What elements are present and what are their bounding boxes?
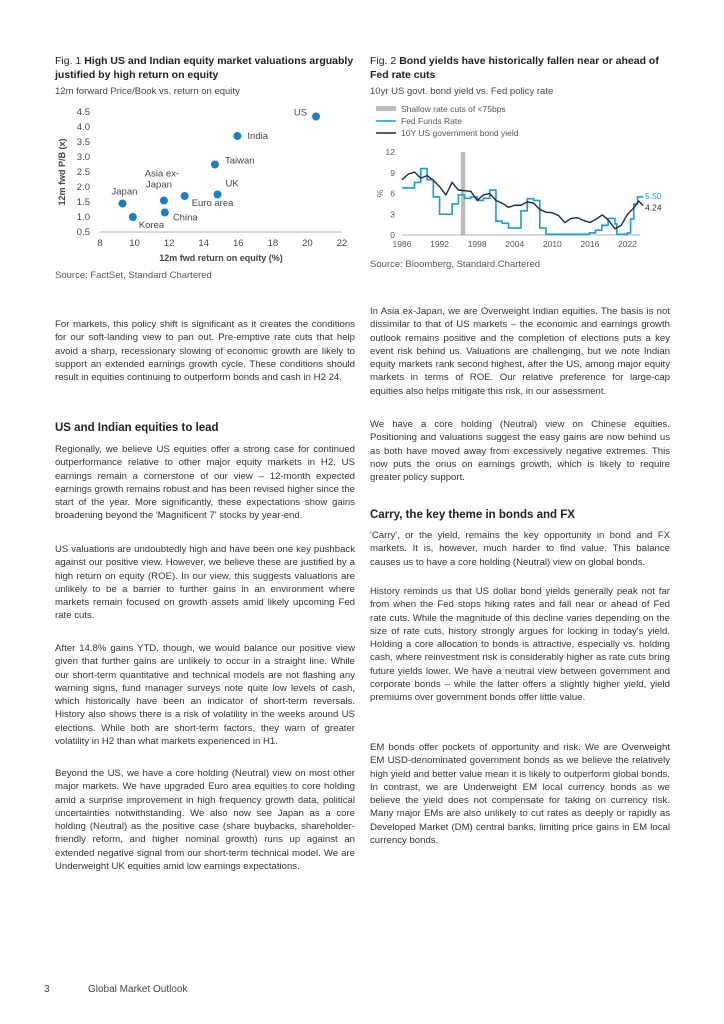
left-para-4: After 14.8% gains YTD, though, we would balance our positive view given that further gains are unlikely to occur in a straight line. While our short-term quantitative and technical models are not flashing any warning signs, fund manager surveys note quite low levels of cash, which historically have been an indicator of short-term reversals. History also shows there is a risk of volatility in the weeks around US elections. While both are short-term factors, they warn of greater volatility in H2 than what markets experienced in H1. <box>55 643 355 748</box>
fig2-subtitle: 10yr US govt. bond yield vs. Fed policy rate <box>370 86 554 97</box>
left-para-3: US valuations are undoubtedly high and have been one key pushback against our positive view. However, we believe these are justified by a high return on equity (ROE). In our view, this suggests valuations are unlikely to be a barrier to further gains in an environment where markets remain focused on growth assets amid likely upcoming Fed rate cuts. <box>55 544 355 622</box>
point-label: UK <box>225 178 239 190</box>
x-tick-label: 22 <box>336 238 348 249</box>
y-tick-label: 1.0 <box>76 212 90 223</box>
shaded-rate-cut-period <box>461 152 465 235</box>
x-axis-title: 12m fwd return on equity (%) <box>159 253 283 263</box>
y-tick-label: 4.5 <box>76 107 90 118</box>
scatter-chart <box>55 102 355 272</box>
x-tick-label: 8 <box>97 238 103 249</box>
x-tick-label: 1986 <box>392 239 412 249</box>
x-tick-label: 20 <box>302 238 313 249</box>
x-tick-label: 1998 <box>467 239 487 249</box>
point-label: Asia ex-Japan <box>144 168 180 191</box>
right-para-4: History reminds us that US dollar bond yields generally peak not far from when the Fed stops hiking rates and fall near or ahead of Fed rate cuts. While the magnitude of this decline varies depending on the size of rate cuts, history strongly argues for locking in today's yield. Holding a core allocation to bonds is attractive, especially vs. holding cash, where reinvestment risk is considerably higher as rate cuts bring future yields lower. We have a neutral view between government and corporate bonds – while the latter offers a slightly higher yield, yield premiums over government bonds offer little value. <box>370 586 670 704</box>
x-tick-label: 2004 <box>505 239 525 249</box>
end-label-yield: 4.24 <box>645 202 662 213</box>
left-para-1: For markets, this policy shift is significant as it creates the conditions for our soft-landing view to pan out. Pre-emptive rate cuts that help avoid a sharp, recessionary slowing of economic growth are likely to support an extended earnings growth cycle. These conditions should result in equities continuing to outperform bonds and cash in H2 24. <box>55 319 355 384</box>
scatter-point <box>118 200 126 208</box>
y-tick-label: 2.0 <box>76 182 90 193</box>
scatter-point <box>211 161 219 169</box>
x-tick-label: 18 <box>267 238 279 249</box>
fig1-heading: High US and Indian equity market valuations arguably justified by high return on equity <box>55 55 354 81</box>
point-label: India <box>247 131 269 142</box>
y-tick-label: 0.5 <box>76 227 90 238</box>
fig1-subtitle: 12m forward Price/Book vs. return on equity <box>55 86 240 97</box>
y-axis-title: 12m fwd P/B (x) <box>57 138 67 206</box>
point-label: China <box>172 212 198 224</box>
fig2-source: Source: Bloomberg, Standard Chartered <box>370 259 541 270</box>
legend-label: 10Y US government bond yield <box>401 128 519 138</box>
legend-label: Fed Funds Rate <box>401 116 462 126</box>
x-tick-label: 2010 <box>542 239 562 249</box>
fig2-label: Fig. 2 <box>370 55 397 67</box>
legend-swatch-shade <box>376 106 396 111</box>
x-tick-label: 12 <box>163 238 175 249</box>
point-label: US <box>293 107 308 119</box>
point-label: Euro area <box>191 198 234 209</box>
x-tick-label: 2016 <box>580 239 600 249</box>
fig2-title <box>370 54 670 82</box>
legend-label: Shallow rate cuts of <75bps <box>401 104 506 114</box>
x-tick-label: 16 <box>232 238 244 249</box>
scatter-point <box>233 132 241 140</box>
x-tick-label: 2022 <box>618 239 637 249</box>
scatter-point <box>129 213 137 221</box>
y-tick-label: 12 <box>385 147 395 157</box>
point-label: Taiwan <box>224 155 255 167</box>
y-tick-label: 6 <box>390 188 395 199</box>
right-heading-1: Carry, the key theme in bonds and FX <box>370 509 575 521</box>
y-tick-label: 0 <box>390 230 395 240</box>
scatter-point <box>160 197 168 205</box>
y-tick-label: 9 <box>390 167 395 178</box>
fig1-title <box>55 54 355 82</box>
fed-funds-line <box>402 169 643 235</box>
fig1-label: Fig. 1 <box>55 55 82 67</box>
footer-title: Global Market Outlook <box>88 984 188 995</box>
fig1-source: Source: FactSet, Standard Chartered <box>55 270 212 281</box>
scatter-point <box>161 209 169 217</box>
y-tick-label: 3.0 <box>76 152 90 163</box>
point-label: Korea <box>138 220 165 231</box>
y-tick-label: 1.5 <box>76 197 90 208</box>
x-tick-label: 1992 <box>430 239 450 249</box>
right-para-1: In Asia ex-Japan, we are Overweight Indian equities. The basis is not dissimilar to that of US markets – the economic and earnings growth outlook remains positive and the completion of elections puts a key event risk behind us. Valuations are challenging, but we note Indian equity markets rank second highest, after the US, among major equity markets in terms of ROE. Our relative preference for large-cap equities also helps mitigate this risk, in our assessment. <box>370 306 670 397</box>
yield-line-chart <box>370 102 670 260</box>
right-para-2: We have a core holding (Neutral) view on Chinese equities. Positioning and valuations suggest the easy gains are now behind us as both have moved away from excessively negative extremes. This now puts the onus on earnings growth, which is likely to require greater policy support. <box>370 419 670 484</box>
x-tick-label: 14 <box>198 238 210 249</box>
point-label: Japan <box>111 186 138 198</box>
x-tick-label: 10 <box>129 238 140 249</box>
end-label-fed: 5.50 <box>645 190 662 201</box>
left-para-5: Beyond the US, we have a core holding (Neutral) view on most other major markets. We have upgraded Euro area equities to core holding amid a surprise improvement in high frequency growth data, political uncertainties notwithstanding. We also now see Japan as a core holding (Neutral) as the positive case (share buybacks, shareholder-friendly reform, and higher nominal growth) runs up against an extended negative signal from our short-term technical model. We are Underweight UK equities amid low earnings expectations. <box>55 768 355 873</box>
left-heading-1: US and Indian equities to lead <box>55 422 219 434</box>
y-tick-label: 3 <box>390 209 395 220</box>
scatter-point <box>312 113 320 121</box>
bond-yield-line <box>402 172 643 229</box>
y-tick-label: 3.5 <box>76 137 90 148</box>
page-number: 3 <box>44 984 50 995</box>
right-para-3: 'Carry', or the yield, remains the key opportunity in bond and FX markets. It is, however, much harder to find value. This balance causes us to have a core holding (Neutral) view on global bonds. <box>370 530 670 568</box>
fig2-heading: Bond yields have historically fallen near or ahead of Fed rate cuts <box>370 55 659 81</box>
left-para-2: Regionally, we believe US equities offer a strong case for continued outperformance relative to other major equity markets in H2. US earnings remain a cornerstone of our view – 12-month expected earnings growth remains robust and has been revised higher since the start of the year. More significantly, these expectations show gains broadening beyond the 'Magnificent 7' stocks by year-end. <box>55 444 355 522</box>
right-para-5: EM bonds offer pockets of opportunity and risk. We are Overweight EM USD-denominated government bonds as we believe the relatively high yield and better value mean it is likely to outperform global bonds. In contrast, we are Underweight EM local currency bonds as we believe the yield does not compensate for taking on currency risk. Many major EMs are also unlikely to cut rates as deeply or rapidly as Developed Market (DM) central banks, limiting price gains in EM local currency bonds. <box>370 742 670 847</box>
scatter-point <box>181 192 189 200</box>
y-tick-label: 4.0 <box>76 122 90 133</box>
y-axis-title: % <box>375 189 385 198</box>
y-tick-label: 2.5 <box>76 167 90 178</box>
